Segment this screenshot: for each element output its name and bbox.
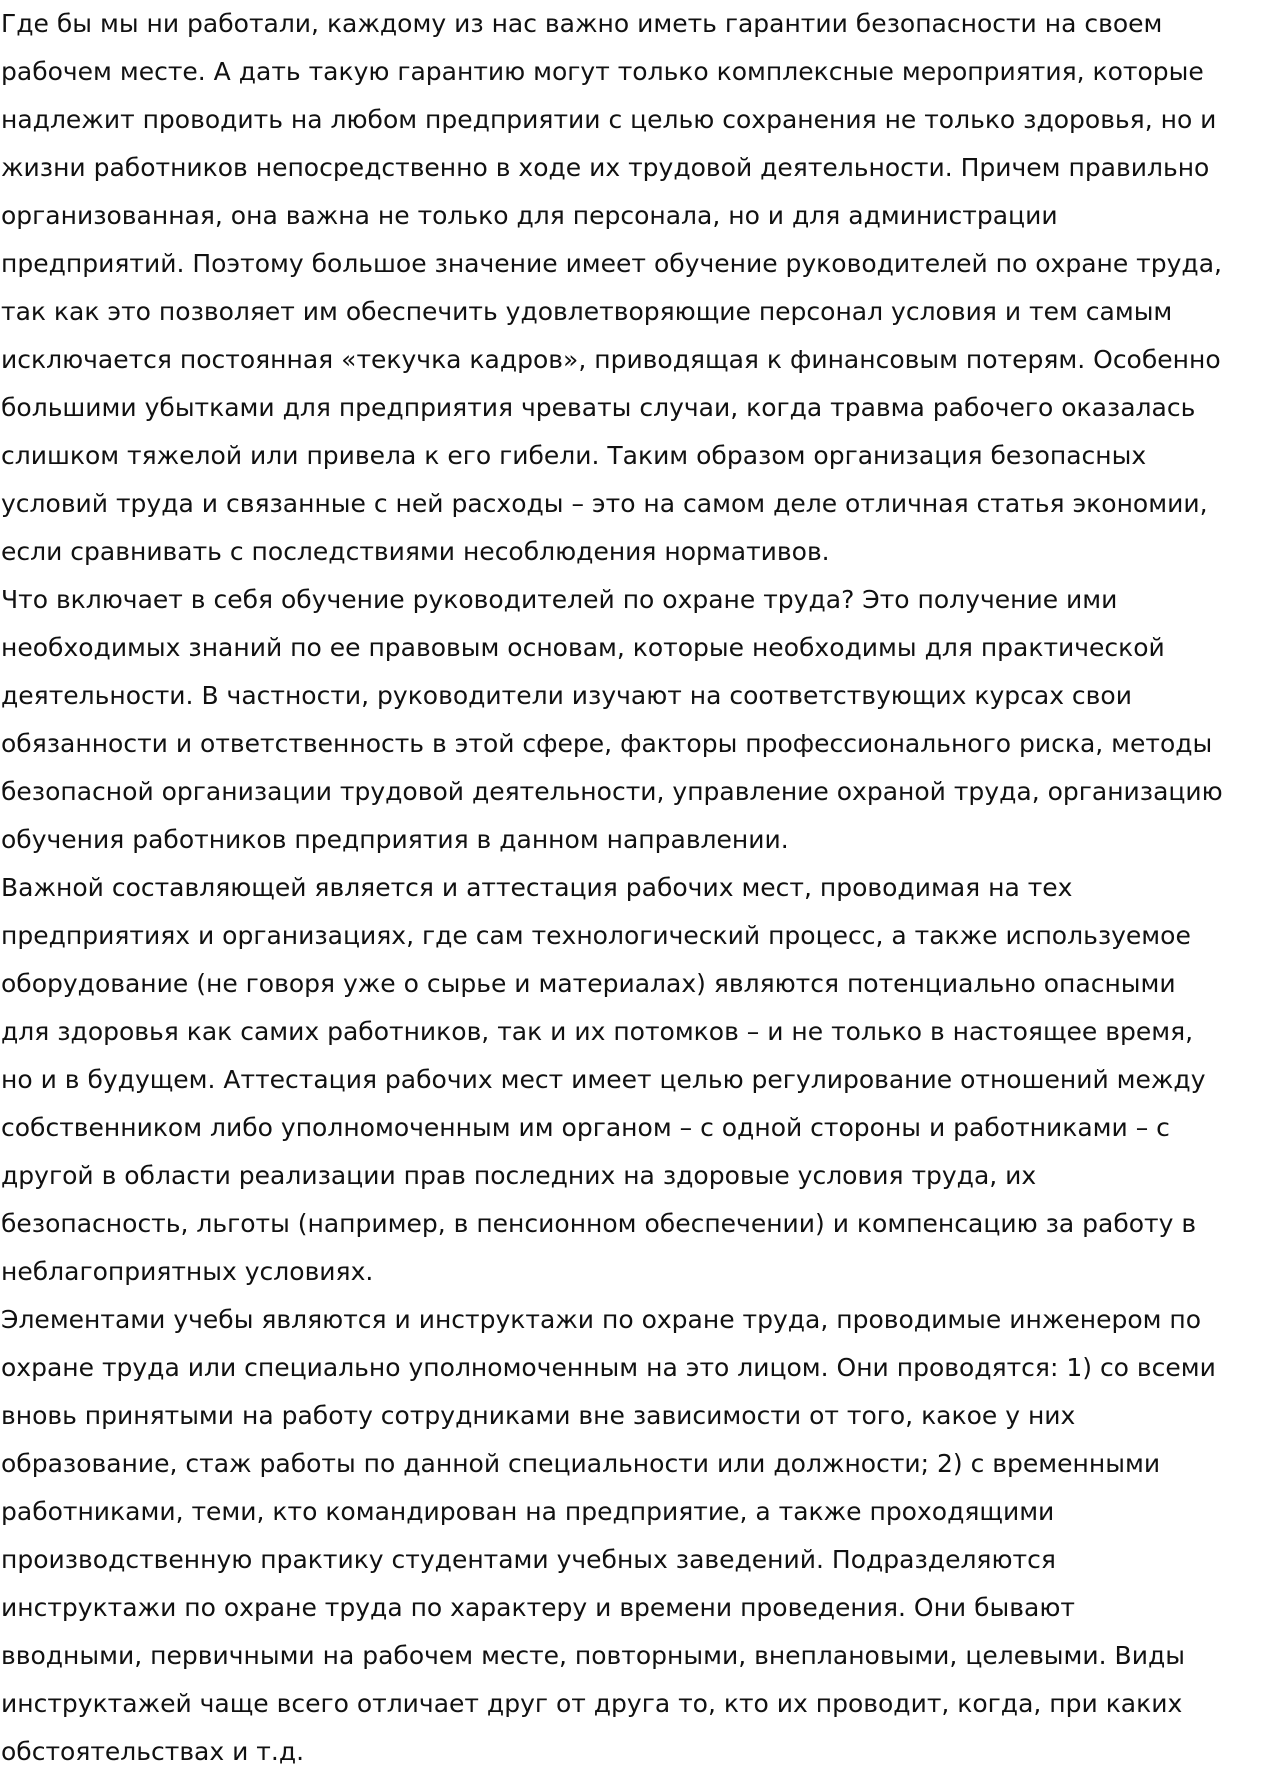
text-line: Что включает в себя обучение руководителей по охране труда? Это получение ими	[1, 585, 1118, 614]
text-line: образование, стаж работы по данной специальности или должности; 2) с временными	[1, 1449, 1161, 1478]
text-line: инструктажи по охране труда по характеру и времени проведения. Они бывают	[1, 1593, 1075, 1622]
text-line: условий труда и связанные с ней расходы – это на самом деле отличная статья экономии,	[1, 489, 1208, 518]
text-line: жизни работников непосредственно в ходе их трудовой деятельности. Причем правильно	[1, 153, 1210, 182]
text-line: Важной составляющей является и аттестация рабочих мест, проводимая на тех	[1, 873, 1073, 902]
text-line: работниками, теми, кто командирован на предприятие, а также проходящими	[1, 1497, 1055, 1526]
text-line: вводными, первичными на рабочем месте, повторными, внеплановыми, целевыми. Виды	[1, 1641, 1185, 1670]
text-line: Элементами учебы являются и инструктажи по охране труда, проводимые инженером по	[1, 1305, 1202, 1334]
text-line: исключается постоянная «текучка кадров», приводящая к финансовым потерям. Особенно	[1, 345, 1221, 374]
text-line: собственником либо уполномоченным им органом – с одной стороны и работниками – с	[1, 1113, 1170, 1142]
text-line: но и в будущем. Аттестация рабочих мест имеет целью регулирование отношений между	[1, 1065, 1206, 1094]
text-line: безопасность, льготы (например, в пенсионном обеспечении) и компенсацию за работу в	[1, 1209, 1197, 1238]
text-line: производственную практику студентами учебных заведений. Подразделяются	[1, 1545, 1056, 1574]
paragraph-safety-instructions	[1, 1296, 1270, 1776]
text-line: инструктажей чаще всего отличает друг от друга то, кто их проводит, когда, при каких	[1, 1689, 1183, 1718]
text-line: предприятиях и организациях, где сам технологический процесс, а также используемое	[1, 921, 1191, 950]
paragraph-workplace-certification	[1, 864, 1270, 1296]
text-line: рабочем месте. А дать такую гарантию могут только комплексные мероприятия, которые	[1, 57, 1204, 86]
text-line: обучения работников предприятия в данном направлении.	[1, 825, 789, 854]
text-line: организованная, она важна не только для персонала, но и для администрации	[1, 201, 1058, 230]
text-line: необходимых знаний по ее правовым основам, которые необходимы для практической	[1, 633, 1165, 662]
text-line: Где бы мы ни работали, каждому из нас важно иметь гарантии безопасности на своем	[1, 9, 1163, 38]
text-line: вновь принятыми на работу сотрудниками вне зависимости от того, какое у них	[1, 1401, 1076, 1430]
text-line: обязанности и ответственность в этой сфере, факторы профессионального риска, методы	[1, 729, 1213, 758]
text-line: деятельности. В частности, руководители изучают на соответствующих курсах свои	[1, 681, 1132, 710]
text-line: предприятий. Поэтому большое значение имеет обучение руководителей по охране труда,	[1, 249, 1222, 278]
text-line: для здоровья как самих работников, так и их потомков – и не только в настоящее время,	[1, 1017, 1194, 1046]
text-line: охране труда или специально уполномоченным на это лицом. Они проводятся: 1) со всеми	[1, 1353, 1216, 1382]
text-line: так как это позволяет им обеспечить удовлетворяющие персонал условия и тем самым	[1, 297, 1173, 326]
text-line: обстоятельствах и т.д.	[1, 1737, 305, 1766]
text-line: большими убытками для предприятия чреваты случаи, когда травма рабочего оказалась	[1, 393, 1196, 422]
text-line: оборудование (не говоря уже о сырье и материалах) являются потенциально опасными	[1, 969, 1176, 998]
text-line: слишком тяжелой или привела к его гибели. Таким образом организация безопасных	[1, 441, 1147, 470]
text-line: надлежит проводить на любом предприятии с целью сохранения не только здоровья, но и	[1, 105, 1217, 134]
text-line: неблагоприятных условиях.	[1, 1257, 374, 1286]
text-line: другой в области реализации прав последних на здоровые условия труда, их	[1, 1161, 1037, 1190]
text-line: безопасной организации трудовой деятельности, управление охраной труда, организацию	[1, 777, 1223, 806]
paragraph-manager-training	[1, 576, 1270, 864]
text-line: если сравнивать с последствиями несоблюдения нормативов.	[1, 537, 830, 566]
paragraph-workplace-safety	[1, 0, 1270, 576]
